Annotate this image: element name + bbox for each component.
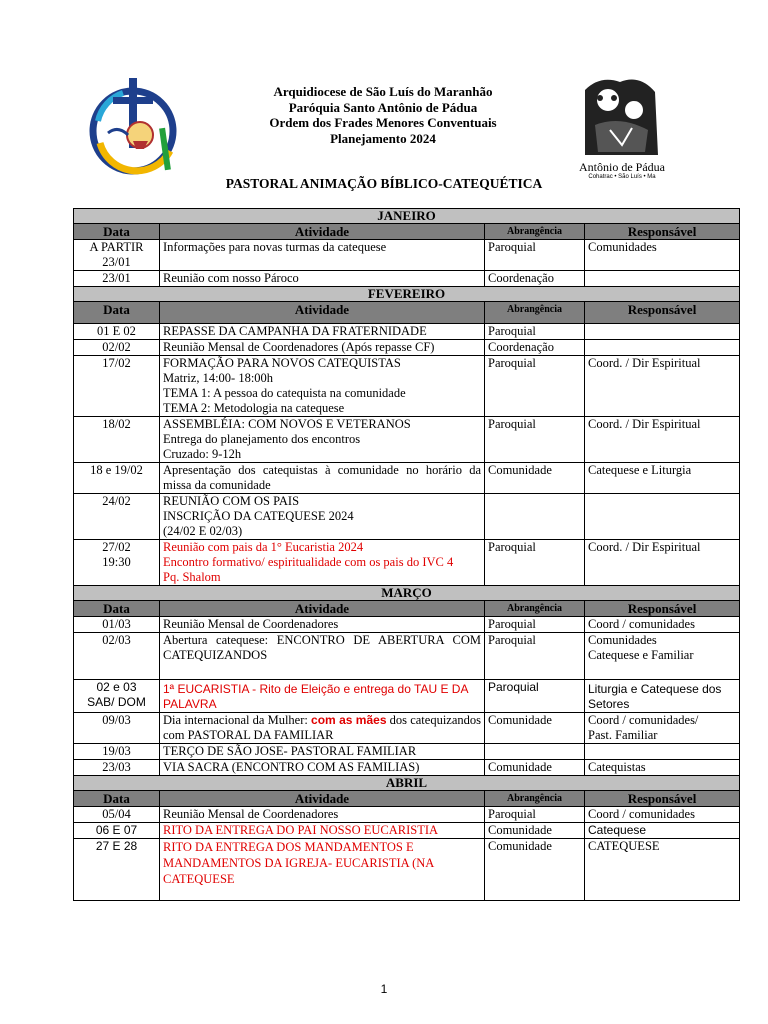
activity-cell — [160, 417, 485, 463]
month-janeiro: JANEIRO — [74, 209, 740, 224]
responsible-line: Catequese e Familiar — [588, 648, 694, 662]
activity-line: ASSEMBLÉIA: COM NOVOS E VETERANOS — [163, 417, 411, 431]
responsible-cell — [585, 494, 740, 540]
date-line: 23/01 — [102, 255, 131, 269]
activity-cell — [160, 356, 485, 417]
scope-cell — [485, 494, 585, 540]
responsible-cell: CATEQUESE — [585, 839, 740, 901]
activity-line: (24/02 E 02/03) — [163, 524, 243, 538]
activity-cell — [160, 494, 485, 540]
date-cell — [74, 680, 160, 713]
col-header-abrangencia: Abrangência — [485, 302, 585, 324]
table-row — [74, 356, 740, 417]
table-row — [74, 807, 740, 823]
col-header-responsavel: Responsável — [585, 791, 740, 807]
responsible-cell — [585, 713, 740, 744]
scope-cell: Paroquial — [485, 240, 585, 271]
responsible-cell: Liturgia e Catequese dos Setores — [585, 680, 740, 713]
date-cell — [74, 540, 160, 586]
table-row — [74, 839, 740, 901]
date-line: 02 e 03 — [96, 680, 137, 694]
col-header-data: Data — [74, 302, 160, 324]
month-marco: MARÇO — [74, 586, 740, 601]
activity-cell: Reunião com nosso Pároco — [160, 271, 485, 287]
responsible-cell — [585, 271, 740, 287]
activity-line: Cruzado: 9-12h — [163, 447, 242, 461]
scope-cell: Paroquial — [485, 417, 585, 463]
page-number: 1 — [380, 982, 388, 996]
parish-logo-name: Antônio de Pádua — [579, 160, 665, 174]
activity-highlight: com as mães — [311, 713, 387, 727]
responsible-cell: Coord / comunidades — [585, 617, 740, 633]
col-header-abrangencia: Abrangência — [485, 601, 585, 617]
activity-line: Entrega do planejamento dos encontros — [163, 432, 361, 446]
col-header-data: Data — [74, 791, 160, 807]
activity-cell: Reunião Mensal de Coordenadores — [160, 617, 485, 633]
date-cell: 01 E 02 — [74, 324, 160, 340]
date-cell: 24/02 — [74, 494, 160, 540]
scope-cell: Comunidade — [485, 823, 585, 839]
table-row — [74, 617, 740, 633]
month-fevereiro: FEVEREIRO — [74, 287, 740, 302]
month-row-abril — [74, 776, 740, 791]
table-row — [74, 760, 740, 776]
date-line: A PARTIR — [89, 240, 144, 254]
scope-cell: Coordenação — [485, 271, 585, 287]
column-header-row — [74, 601, 740, 617]
date-cell: 01/03 — [74, 617, 160, 633]
scope-cell: Paroquial — [485, 356, 585, 417]
responsible-cell: Coord. / Dir Espiritual — [585, 540, 740, 586]
scope-cell: Comunidade — [485, 463, 585, 494]
col-header-responsavel: Responsável — [585, 224, 740, 240]
date-cell: 18/02 — [74, 417, 160, 463]
responsible-cell — [585, 633, 740, 680]
date-cell: 02/03 — [74, 633, 160, 680]
col-header-abrangencia: Abrangência — [485, 224, 585, 240]
responsible-cell — [585, 340, 740, 356]
activity-cell: TERÇO DE SÃO JOSE- PASTORAL FAMILIAR — [160, 744, 485, 760]
month-row-marco — [74, 586, 740, 601]
responsible-cell: Coord. / Dir Espiritual — [585, 356, 740, 417]
date-cell: 09/03 — [74, 713, 160, 744]
responsible-line: Past. Familiar — [588, 728, 658, 742]
responsible-cell: Catequese — [585, 823, 740, 839]
responsible-cell: Catequistas — [585, 760, 740, 776]
parish-logo — [570, 70, 674, 185]
date-cell: 19/03 — [74, 744, 160, 760]
scope-cell: Paroquial — [485, 617, 585, 633]
activity-line: INSCRIÇÃO DA CATEQUESE 2024 — [163, 509, 354, 523]
column-header-row — [74, 302, 740, 324]
date-cell: 23/01 — [74, 271, 160, 287]
responsible-cell — [585, 744, 740, 760]
col-header-responsavel: Responsável — [585, 601, 740, 617]
table-row — [74, 240, 740, 271]
activity-cell: VIA SACRA (ENCONTRO COM AS FAMILIAS) — [160, 760, 485, 776]
activity-text: Dia internacional da Mulher: — [163, 713, 308, 727]
responsible-cell — [585, 324, 740, 340]
col-header-atividade: Atividade — [160, 302, 485, 324]
activity-line: Pq. Shalom — [163, 570, 221, 584]
activity-cell: 1ª EUCARISTIA - Rito de Eleição e entrega do TAU E DA PALAVRA — [160, 680, 485, 713]
col-header-atividade: Atividade — [160, 791, 485, 807]
schedule-table — [73, 208, 740, 901]
scope-cell — [485, 744, 585, 760]
date-cell — [74, 240, 160, 271]
date-cell: 18 e 19/02 — [74, 463, 160, 494]
col-header-abrangencia: Abrangência — [485, 791, 585, 807]
date-cell: 02/02 — [74, 340, 160, 356]
scope-cell: Comunidade — [485, 839, 585, 901]
activity-cell: Reunião Mensal de Coordenadores (Após repasse CF) — [160, 340, 485, 356]
header-planning: Planejamento 2024 — [330, 130, 436, 146]
col-header-responsavel: Responsável — [585, 302, 740, 324]
scope-cell: Comunidade — [485, 713, 585, 744]
responsible-line: Comunidades — [588, 633, 657, 647]
responsible-cell: Coord. / Dir Espiritual — [585, 417, 740, 463]
date-cell: 27 E 28 — [74, 839, 160, 901]
table-row — [74, 494, 740, 540]
table-row — [74, 340, 740, 356]
table-row — [74, 633, 740, 680]
scope-cell: Paroquial — [485, 807, 585, 823]
table-row — [74, 823, 740, 839]
activity-line: Reunião com pais da 1° Eucaristia 2024 — [163, 540, 364, 554]
date-line: 27/02 — [102, 540, 131, 554]
responsible-cell: Comunidades — [585, 240, 740, 271]
month-row-janeiro — [74, 209, 740, 224]
scope-cell: Paroquial — [485, 324, 585, 340]
col-header-data: Data — [74, 224, 160, 240]
scope-cell: Comunidade — [485, 760, 585, 776]
activity-cell: Apresentação dos catequistas à comunidade no horário da missa da comunidade — [160, 463, 485, 494]
document-title: PASTORAL ANIMAÇÃO BÍBLICO-CATEQUÉTICA — [225, 176, 543, 191]
activity-line: TEMA 2: Metodologia na catequese — [163, 401, 345, 415]
responsible-cell: Catequese e Liturgia — [585, 463, 740, 494]
scope-cell: Paroquial — [485, 540, 585, 586]
activity-line: TEMA 1: A pessoa do catequista na comunidade — [163, 386, 406, 400]
date-line: SAB/ DOM — [87, 695, 146, 709]
table-row — [74, 417, 740, 463]
activity-line: Encontro formativo/ espiritualidade com os pais do IVC 4 — [163, 555, 454, 569]
table-row — [74, 540, 740, 586]
activity-line: Matriz, 14:00- 18:00h — [163, 371, 274, 385]
header-parish: Paróquia Santo Antônio de Pádua — [288, 99, 478, 115]
header-order: Ordem dos Frades Menores Conventuais — [269, 115, 497, 130]
scope-cell: Paroquial — [485, 680, 585, 713]
activity-line: REUNIÃO COM OS PAIS — [163, 494, 300, 508]
date-cell: 06 E 07 — [74, 823, 160, 839]
col-header-atividade: Atividade — [160, 601, 485, 617]
activity-cell: Informações para novas turmas da catequese — [160, 240, 485, 271]
table-row — [74, 324, 740, 340]
date-cell: 23/03 — [74, 760, 160, 776]
col-header-atividade: Atividade — [160, 224, 485, 240]
header-archdiocese: Arquidiocese de São Luís do Maranhão — [273, 84, 493, 99]
activity-cell — [160, 540, 485, 586]
activity-cell: Abertura catequese: ENCONTRO DE ABERTURA COM CATEQUIZANDOS — [160, 633, 485, 680]
parish-logo-sub: Cohatrac • São Luís • Ma — [588, 174, 656, 180]
column-header-row — [74, 224, 740, 240]
responsible-line: Coord / comunidades/ — [588, 713, 699, 727]
activity-cell: RITO DA ENTREGA DOS MANDAMENTOS E MANDAMENTOS DA IGREJA- EUCARISTIA (NA CATEQUESE — [160, 839, 485, 901]
table-row — [74, 463, 740, 494]
table-row — [74, 271, 740, 287]
activity-line: FORMAÇÃO PARA NOVOS CATEQUISTAS — [163, 356, 401, 370]
activity-cell — [160, 713, 485, 744]
date-cell: 05/04 — [74, 807, 160, 823]
table-row — [74, 713, 740, 744]
month-abril: ABRIL — [74, 776, 740, 791]
table-row — [74, 680, 740, 713]
activity-cell: RITO DA ENTREGA DO PAI NOSSO EUCARISTIA — [160, 823, 485, 839]
scope-cell: Coordenação — [485, 340, 585, 356]
activity-text: dos catequizandos com PASTORAL DA FAMILIAR — [163, 713, 482, 742]
column-header-row — [74, 791, 740, 807]
activity-cell: REPASSE DA CAMPANHA DA FRATERNIDADE — [160, 324, 485, 340]
date-line: 19:30 — [102, 555, 131, 569]
activity-cell: Reunião Mensal de Coordenadores — [160, 807, 485, 823]
col-header-data: Data — [74, 601, 160, 617]
archdiocese-logo — [78, 73, 188, 183]
document-header — [190, 84, 576, 146]
date-cell: 17/02 — [74, 356, 160, 417]
responsible-cell: Coord / comunidades — [585, 807, 740, 823]
scope-cell: Paroquial — [485, 633, 585, 680]
month-row-fevereiro — [74, 287, 740, 302]
table-row — [74, 744, 740, 760]
